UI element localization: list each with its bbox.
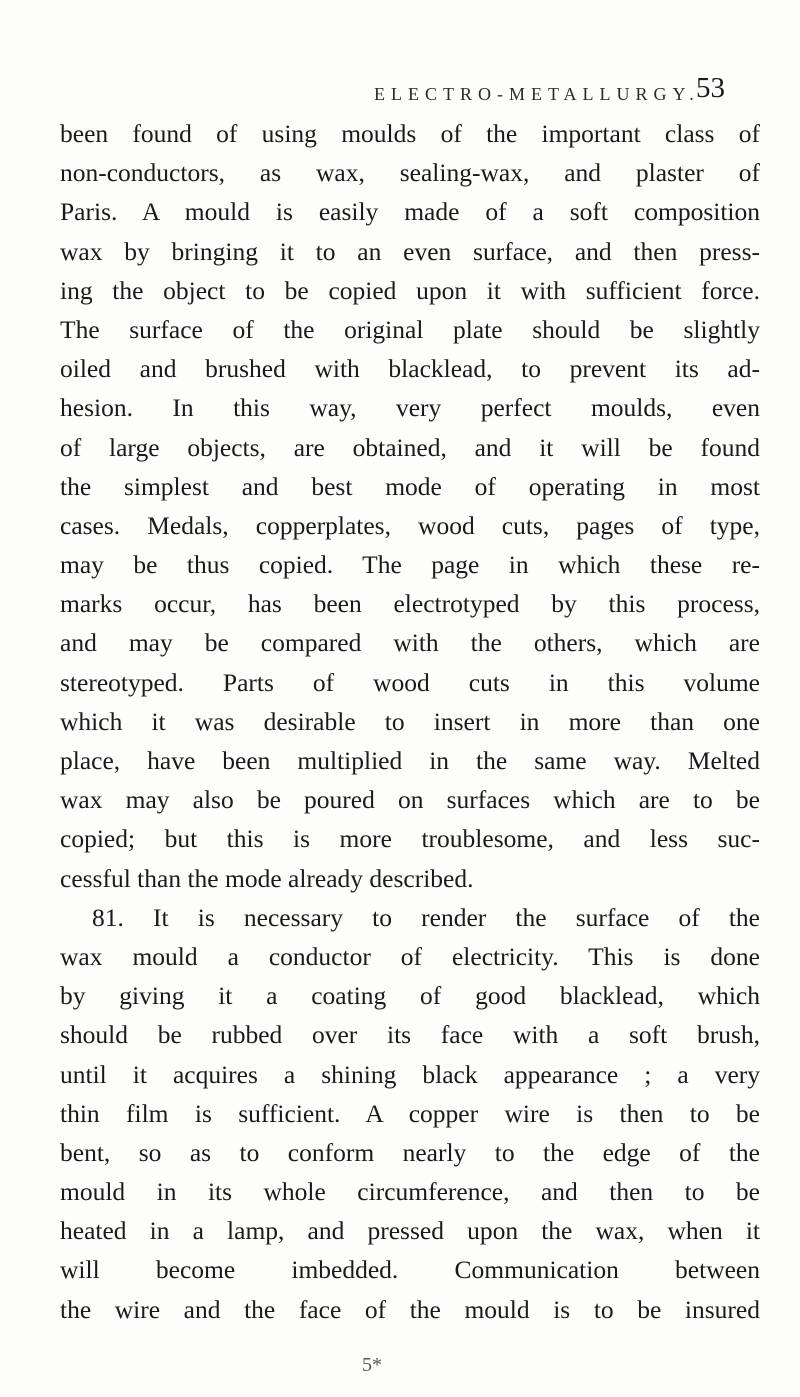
text-line: wax mould a conductor of electricity. This is done [60, 941, 760, 971]
signature-mark: 5* [362, 1354, 382, 1376]
body-text [60, 114, 760, 1329]
text-line: oiled and brushed with blacklead, to prevent its ad- [60, 354, 760, 384]
text-line: wax by bringing it to an even surface, and then press- [60, 236, 760, 266]
text-line: cessful than the mode already described. [60, 863, 474, 893]
text-line: 81. It is necessary to render the surface of the [92, 902, 760, 932]
text-line: Paris. A mould is easily made of a soft composition [60, 197, 760, 227]
text-line: cases. Medals, copperplates, wood cuts, pages of type, [60, 510, 760, 540]
text-line: stereotyped. Parts of wood cuts in this volume [60, 667, 760, 697]
text-line: hesion. In this way, very perfect moulds, even [60, 393, 760, 423]
text-line: and may be compared with the others, which are [60, 628, 760, 658]
text-line: may be thus copied. The page in which these re- [60, 550, 760, 580]
text-line: heated in a lamp, and pressed upon the wax, when it [60, 1216, 760, 1246]
text-line: thin film is sufficient. A copper wire is then to be [60, 1098, 760, 1128]
running-head: ELECTRO-METALLURGY. [374, 84, 700, 104]
text-line: which it was desirable to insert in more than one [60, 706, 760, 736]
text-line: should be rubbed over its face with a soft brush, [60, 1020, 760, 1050]
text-line: the wire and the face of the mould is to be insured [60, 1294, 760, 1324]
text-line: wax may also be poured on surfaces which are to be [60, 785, 760, 815]
text-line: will become imbedded. Communication between [60, 1255, 760, 1285]
text-line: been found of using moulds of the important class of [60, 119, 760, 148]
text-line: the simplest and best mode of operating in most [60, 471, 760, 501]
page-number: 53 [696, 72, 725, 104]
text-line: marks occur, has been electrotyped by this process, [60, 589, 760, 619]
text-line: non-conductors, as wax, sealing-wax, and plaster of [60, 158, 760, 188]
text-line: ing the object to be copied upon it with sufficient force. [60, 275, 760, 305]
text-line: place, have been multiplied in the same way. Melted [60, 746, 760, 775]
text-line: bent, so as to conform nearly to the edge of the [60, 1137, 760, 1167]
text-line: mould in its whole circumference, and then to be [60, 1177, 760, 1207]
text-line: until it acquires a shining black appearance ; a very [60, 1059, 760, 1089]
text-line: The surface of the original plate should be slightly [60, 314, 760, 344]
text-line: by giving it a coating of good blacklead, which [60, 981, 760, 1011]
text-line: copied; but this is more troublesome, and less suc- [60, 824, 760, 854]
text-line: of large objects, are obtained, and it will be found [60, 432, 760, 462]
